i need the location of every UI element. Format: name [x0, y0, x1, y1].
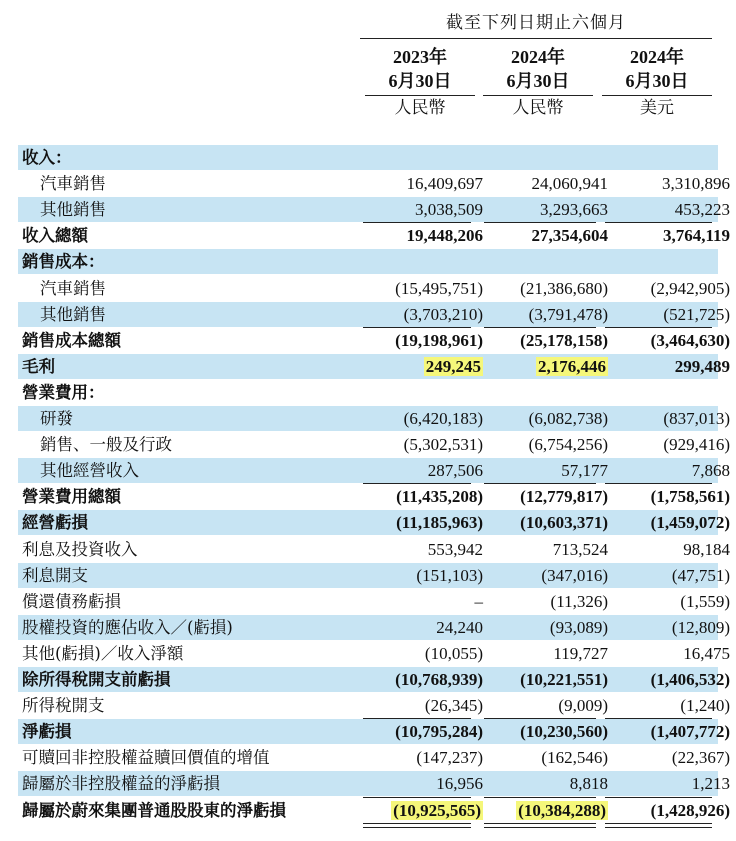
row-value-col1	[368, 407, 483, 430]
subtotal-rule	[605, 483, 712, 484]
cell-value: 119,727	[553, 643, 608, 663]
row-value-col3	[613, 433, 730, 456]
row-value-col2	[488, 433, 608, 456]
row-label: 汽車銷售	[40, 278, 106, 298]
row-value-col1	[368, 590, 483, 613]
row-value-col2	[488, 407, 608, 430]
row-value-col2	[488, 303, 608, 326]
row-label: 利息開支	[22, 565, 88, 585]
cell-value: (12,809)	[671, 617, 730, 637]
cell-value: (10,768,939)	[395, 670, 483, 689]
row-value-col1	[368, 224, 483, 247]
row-value-col2	[488, 772, 608, 795]
row-value-col2	[488, 224, 608, 247]
subtotal-rule	[484, 327, 596, 328]
row-value-col3	[613, 772, 730, 795]
cell-value: (1,406,532)	[650, 670, 730, 689]
cell-value: (1,559)	[680, 591, 730, 611]
row-label: 汽車銷售	[40, 174, 106, 194]
row-value-col2	[488, 694, 608, 717]
cell-value: 16,475	[683, 643, 730, 663]
row-value-col3	[613, 616, 730, 639]
cell-value: (3,791,478)	[528, 304, 608, 324]
row-value-col2	[488, 329, 608, 352]
row-value-col1	[368, 172, 483, 195]
subtotal-rule	[484, 483, 596, 484]
subtotal-rule	[484, 797, 596, 798]
row-label: 償還債務虧損	[22, 591, 121, 611]
cell-value: (11,326)	[550, 591, 608, 611]
cell-value: (147,237)	[416, 748, 483, 768]
table-row	[18, 249, 718, 274]
row-value-col1	[368, 303, 483, 326]
row-value-col1	[368, 642, 483, 665]
cell-value: (1,240)	[680, 696, 730, 716]
subtotal-rule	[605, 718, 712, 719]
row-value-col3	[613, 303, 730, 326]
column-header-3	[602, 45, 712, 120]
row-value-col3	[613, 799, 730, 822]
row-label: 毛利	[22, 356, 55, 376]
cell-value: 19,448,206	[406, 226, 483, 246]
row-label: 經營虧損	[22, 513, 88, 533]
row-value-col1	[368, 564, 483, 587]
row-value-col1	[368, 538, 483, 561]
row-value-col3	[613, 564, 730, 587]
cell-value: (93,089)	[549, 617, 608, 637]
row-value-col2	[488, 720, 608, 743]
subtotal-rule	[605, 222, 712, 223]
row-value-col3	[613, 746, 730, 769]
cell-value: (12,779,817)	[520, 487, 608, 507]
cell-value: (3,703,210)	[403, 304, 483, 324]
row-value-col2	[488, 668, 608, 691]
cell-value: (3,464,630)	[650, 330, 730, 350]
row-value-col1	[368, 616, 483, 639]
column-header-1	[365, 45, 475, 120]
subtotal-rule	[484, 222, 596, 223]
row-label: 營業費用：	[22, 382, 105, 402]
row-value-col1	[368, 720, 483, 743]
cell-value: (929,416)	[663, 435, 730, 455]
row-label: 銷售、一般及行政	[40, 435, 172, 455]
subtotal-rule	[363, 718, 471, 719]
table-row	[18, 798, 730, 823]
row-label: 研發	[40, 409, 73, 428]
table-row	[18, 563, 730, 588]
table-row	[18, 745, 730, 770]
table-row	[18, 615, 730, 640]
subtotal-rule	[363, 222, 471, 223]
row-value-col3	[613, 198, 730, 221]
cell-value: 57,177	[561, 461, 608, 481]
table-row	[18, 771, 730, 796]
table-row	[18, 380, 718, 405]
cell-value: 8,818	[569, 774, 608, 794]
row-label: 其他銷售	[40, 200, 106, 220]
row-value-col2	[488, 564, 608, 587]
row-label: 其他銷售	[40, 304, 106, 324]
row-value-col1	[368, 799, 483, 822]
row-value-col2	[488, 172, 608, 195]
cell-value: 453,223	[674, 200, 730, 220]
table-row	[18, 223, 730, 248]
row-value-col2	[488, 799, 608, 822]
row-value-col1	[368, 746, 483, 769]
total-double-rule	[605, 827, 712, 828]
cell-value: 2,176,446	[538, 356, 606, 376]
cell-value: (10,603,371)	[520, 513, 608, 533]
subtotal-rule	[363, 327, 471, 328]
cell-value: 3,764,119	[662, 226, 730, 246]
cell-value: (47,751)	[671, 565, 730, 585]
cell-value: (11,185,963)	[396, 513, 483, 533]
total-double-rule	[363, 823, 471, 824]
table-row	[18, 432, 730, 457]
period-header: 截至下列日期止六個月	[446, 13, 626, 33]
cell-value: 1,213	[691, 774, 730, 794]
row-label: 利息及投資收入	[22, 539, 138, 559]
cell-value: (11,435,208)	[396, 487, 483, 507]
row-label: 營業費用總額	[22, 487, 121, 507]
cell-value: (5,302,531)	[403, 435, 483, 455]
cell-value: (1,428,926)	[650, 800, 730, 820]
row-value-col1	[368, 433, 483, 456]
cell-value: 249,245	[425, 356, 481, 376]
cell-value: (1,758,561)	[650, 487, 730, 507]
cell-value: (19,198,961)	[395, 330, 483, 350]
row-label: 歸屬於非控股權益的淨虧損	[22, 774, 220, 794]
row-value-col3	[613, 355, 730, 378]
row-value-col2	[488, 511, 608, 534]
row-value-col1	[368, 485, 483, 508]
cell-value: (22,367)	[671, 748, 730, 768]
row-value-col3	[613, 694, 730, 717]
row-label: 收入總額	[22, 226, 88, 246]
cell-value: (26,345)	[424, 696, 483, 716]
row-value-col3	[613, 277, 730, 300]
row-value-col2	[488, 459, 608, 482]
column-date: 6月30日	[625, 71, 689, 91]
row-value-col3	[613, 590, 730, 613]
row-value-col3	[613, 485, 730, 508]
column-year: 2024年	[511, 47, 565, 67]
subtotal-rule	[605, 327, 712, 328]
row-value-col1	[368, 329, 483, 352]
row-label: 其他(虧損)／收入淨額	[22, 643, 184, 663]
row-value-col3	[613, 407, 730, 430]
table-row	[18, 641, 730, 666]
row-label: 除所得稅開支前虧損	[22, 670, 171, 689]
row-value-col3	[613, 642, 730, 665]
column-currency: 人民幣	[483, 95, 593, 120]
cell-value: (25,178,158)	[520, 330, 608, 350]
row-value-col3	[613, 668, 730, 691]
cell-value: (15,495,751)	[395, 278, 483, 298]
row-value-col2	[488, 746, 608, 769]
column-date: 6月30日	[506, 71, 570, 91]
total-double-rule	[484, 823, 596, 824]
row-label: 可贖回非控股權益贖回價值的增值	[22, 748, 270, 768]
row-value-col3	[613, 538, 730, 561]
row-value-col1	[368, 198, 483, 221]
subtotal-rule	[605, 797, 712, 798]
cell-value: 24,060,941	[531, 174, 608, 194]
total-double-rule	[484, 827, 596, 828]
cell-value: 3,310,896	[662, 174, 730, 194]
cell-value: (10,221,551)	[520, 670, 608, 689]
cell-value: (9,009)	[558, 696, 608, 716]
row-value-col2	[488, 355, 608, 378]
cell-value: (10,925,565)	[393, 800, 481, 820]
row-value-col1	[368, 772, 483, 795]
cell-value: (10,055)	[424, 643, 483, 663]
cell-value: 553,942	[427, 539, 483, 559]
row-label: 其他經營收入	[40, 461, 139, 481]
row-value-col2	[488, 642, 608, 665]
table-row	[18, 484, 730, 509]
cell-value: (6,754,256)	[528, 435, 608, 455]
row-label: 所得稅開支	[22, 696, 105, 716]
total-double-rule	[605, 823, 712, 824]
row-value-col2	[488, 616, 608, 639]
table-row	[18, 197, 730, 222]
table-row	[18, 667, 730, 692]
table-row	[18, 406, 730, 431]
cell-value: (837,013)	[663, 409, 730, 428]
row-value-col2	[488, 538, 608, 561]
row-value-col1	[368, 355, 483, 378]
row-value-col3	[613, 459, 730, 482]
cell-value: 3,038,509	[415, 200, 483, 220]
cell-value: 16,956	[436, 774, 483, 794]
cell-value: 27,354,604	[531, 226, 608, 246]
table-row	[18, 145, 718, 170]
table-row	[18, 354, 730, 379]
table-row	[18, 171, 730, 196]
table-row	[18, 693, 730, 718]
row-value-col1	[368, 668, 483, 691]
cell-value: 287,506	[427, 461, 483, 481]
table-row	[18, 302, 730, 327]
row-label: 淨虧損	[22, 722, 72, 742]
cell-value: (10,795,284)	[395, 722, 483, 742]
cell-value: 299,489	[674, 356, 730, 376]
cell-value: (21,386,680)	[520, 278, 608, 298]
row-value-col2	[488, 277, 608, 300]
row-value-col3	[613, 172, 730, 195]
cell-value: (151,103)	[416, 565, 483, 585]
column-currency: 美元	[602, 95, 712, 120]
cell-value: (162,546)	[541, 748, 608, 768]
row-value-col3	[613, 720, 730, 743]
row-value-col1	[368, 277, 483, 300]
cell-value: 713,524	[552, 539, 608, 559]
table-row	[18, 719, 730, 744]
row-value-col1	[368, 511, 483, 534]
row-label: 歸屬於蔚來集團普通股股東的淨虧損	[22, 800, 286, 820]
cell-value: (521,725)	[663, 304, 730, 324]
cell-value: (10,384,288)	[518, 800, 606, 820]
cell-value: 24,240	[436, 617, 483, 637]
table-row	[18, 537, 730, 562]
cell-value: (2,942,905)	[650, 278, 730, 298]
cell-value: (1,407,772)	[650, 722, 730, 742]
subtotal-rule	[484, 718, 596, 719]
total-double-rule	[363, 827, 471, 828]
row-value-col1	[368, 694, 483, 717]
subtotal-rule	[363, 483, 471, 484]
row-label: 收入：	[22, 148, 72, 167]
table-row	[18, 510, 730, 535]
cell-value: 98,184	[683, 539, 730, 559]
cell-value: 7,868	[691, 461, 730, 481]
cell-value: (1,459,072)	[650, 513, 730, 533]
cell-value: 3,293,663	[540, 200, 608, 220]
column-date: 6月30日	[388, 71, 452, 91]
cell-value: –	[474, 591, 483, 611]
row-value-col2	[488, 198, 608, 221]
column-year: 2024年	[630, 47, 684, 67]
cell-value: (6,082,738)	[528, 409, 608, 428]
cell-value: 16,409,697	[406, 174, 483, 194]
column-header-2	[483, 45, 593, 120]
table-row	[18, 276, 730, 301]
cell-value: (6,420,183)	[403, 409, 483, 428]
row-label: 銷售成本：	[22, 252, 105, 272]
header-rule	[360, 38, 712, 39]
row-value-col3	[613, 511, 730, 534]
row-value-col1	[368, 459, 483, 482]
table-row	[18, 589, 730, 614]
table-row	[18, 328, 730, 353]
cell-value: (10,230,560)	[520, 722, 608, 742]
column-year: 2023年	[393, 47, 447, 67]
table-row	[18, 458, 730, 483]
column-currency: 人民幣	[365, 95, 475, 120]
row-value-col2	[488, 590, 608, 613]
subtotal-rule	[363, 797, 471, 798]
row-label: 股權投資的應佔收入／(虧損)	[22, 617, 233, 637]
row-value-col3	[613, 224, 730, 247]
row-value-col3	[613, 329, 730, 352]
row-value-col2	[488, 485, 608, 508]
row-label: 銷售成本總額	[22, 330, 121, 350]
cell-value: (347,016)	[541, 565, 608, 585]
